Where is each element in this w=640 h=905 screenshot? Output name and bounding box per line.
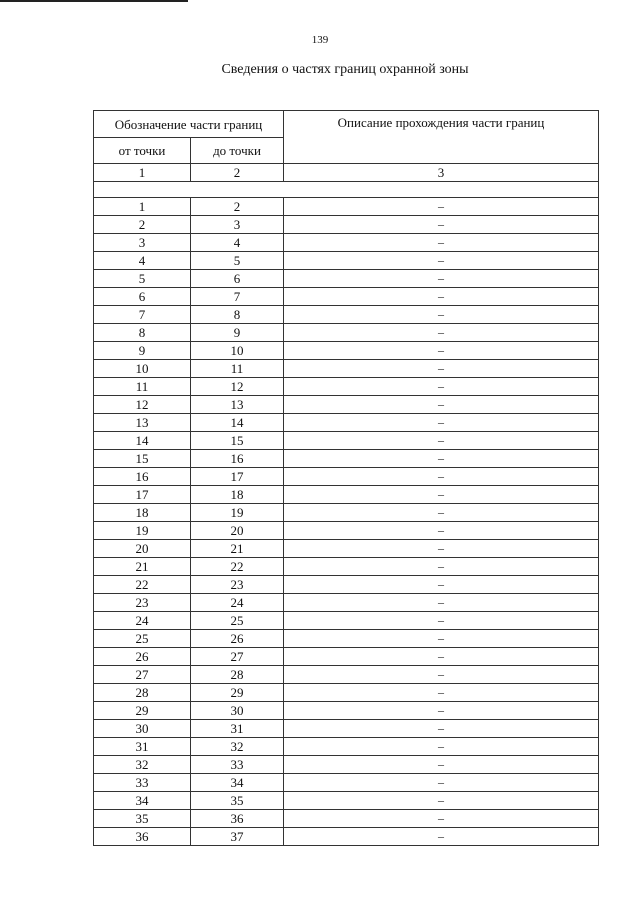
table-row <box>94 414 599 432</box>
from-point-cell: 13 <box>94 414 191 432</box>
to-point-cell: 29 <box>191 684 284 702</box>
from-point-cell: 9 <box>94 342 191 360</box>
to-point-cell: 4 <box>191 234 284 252</box>
table-row <box>94 486 599 504</box>
boundary-parts-table <box>93 110 599 846</box>
to-point-cell: 13 <box>191 396 284 414</box>
description-cell: – <box>284 738 599 756</box>
from-point-cell: 29 <box>94 702 191 720</box>
description-cell: – <box>284 342 599 360</box>
table-row <box>94 468 599 486</box>
table-row <box>94 540 599 558</box>
to-point-cell: 36 <box>191 810 284 828</box>
table-row <box>94 234 599 252</box>
table-row <box>94 198 599 216</box>
table-row <box>94 396 599 414</box>
to-point-cell: 16 <box>191 450 284 468</box>
from-point-cell: 35 <box>94 810 191 828</box>
to-point-cell: 6 <box>191 270 284 288</box>
table-row <box>94 450 599 468</box>
table-row <box>94 216 599 234</box>
table-row <box>94 306 599 324</box>
table-row <box>94 756 599 774</box>
description-cell: – <box>284 558 599 576</box>
description-cell: – <box>284 486 599 504</box>
from-point-cell: 24 <box>94 612 191 630</box>
to-point-cell: 17 <box>191 468 284 486</box>
to-point-cell: 22 <box>191 558 284 576</box>
description-cell: – <box>284 720 599 738</box>
description-cell: – <box>284 288 599 306</box>
description-cell: – <box>284 234 599 252</box>
description-cell: – <box>284 828 599 846</box>
from-point-cell: 11 <box>94 378 191 396</box>
table-row <box>94 378 599 396</box>
table-row <box>94 774 599 792</box>
to-point-cell: 15 <box>191 432 284 450</box>
table-row <box>94 828 599 846</box>
from-point-cell: 30 <box>94 720 191 738</box>
from-point-cell: 2 <box>94 216 191 234</box>
scan-edge-line <box>0 0 188 2</box>
to-point-cell: 7 <box>191 288 284 306</box>
description-cell: – <box>284 684 599 702</box>
table-row <box>94 288 599 306</box>
description-cell: – <box>284 540 599 558</box>
description-cell: – <box>284 702 599 720</box>
from-point-cell: 16 <box>94 468 191 486</box>
document-title: Сведения о частях границ охранной зоны <box>221 62 469 77</box>
from-point-cell: 36 <box>94 828 191 846</box>
from-point-cell: 17 <box>94 486 191 504</box>
table-row <box>94 630 599 648</box>
from-point-cell: 18 <box>94 504 191 522</box>
from-point-cell: 32 <box>94 756 191 774</box>
column-number: 1 <box>94 164 191 182</box>
from-point-cell: 28 <box>94 684 191 702</box>
table-row <box>94 666 599 684</box>
table-row <box>94 558 599 576</box>
table-row <box>94 720 599 738</box>
to-point-cell: 33 <box>191 756 284 774</box>
from-point-cell: 4 <box>94 252 191 270</box>
to-point-cell: 9 <box>191 324 284 342</box>
description-cell: – <box>284 648 599 666</box>
to-point-cell: 28 <box>191 666 284 684</box>
to-point-cell: 19 <box>191 504 284 522</box>
table-row <box>94 522 599 540</box>
to-point-cell: 5 <box>191 252 284 270</box>
from-point-cell: 7 <box>94 306 191 324</box>
table-row <box>94 576 599 594</box>
table-row <box>94 648 599 666</box>
table-row <box>94 702 599 720</box>
to-point-cell: 8 <box>191 306 284 324</box>
page-number: 139 <box>311 34 329 46</box>
empty-cell <box>94 182 599 198</box>
to-point-cell: 12 <box>191 378 284 396</box>
from-point-cell: 3 <box>94 234 191 252</box>
table-row <box>94 594 599 612</box>
description-cell: – <box>284 576 599 594</box>
empty-row <box>94 182 599 198</box>
description-cell: – <box>284 450 599 468</box>
description-cell: – <box>284 666 599 684</box>
to-point-cell: 14 <box>191 414 284 432</box>
description-cell: – <box>284 432 599 450</box>
to-point-cell: 20 <box>191 522 284 540</box>
to-point-cell: 21 <box>191 540 284 558</box>
description-cell: – <box>284 756 599 774</box>
to-point-cell: 3 <box>191 216 284 234</box>
description-cell: – <box>284 378 599 396</box>
from-point-cell: 31 <box>94 738 191 756</box>
to-point-cell: 10 <box>191 342 284 360</box>
from-point-cell: 22 <box>94 576 191 594</box>
description-cell: – <box>284 198 599 216</box>
description-cell: – <box>284 504 599 522</box>
header-boundary-designation: Обозначение части границ <box>94 111 284 138</box>
table-row <box>94 432 599 450</box>
to-point-cell: 2 <box>191 198 284 216</box>
description-cell: – <box>284 324 599 342</box>
column-number: 3 <box>284 164 599 182</box>
from-point-cell: 23 <box>94 594 191 612</box>
from-point-cell: 14 <box>94 432 191 450</box>
from-point-cell: 15 <box>94 450 191 468</box>
from-point-cell: 21 <box>94 558 191 576</box>
description-cell: – <box>284 810 599 828</box>
from-point-cell: 8 <box>94 324 191 342</box>
from-point-cell: 34 <box>94 792 191 810</box>
description-cell: – <box>284 774 599 792</box>
from-point-cell: 1 <box>94 198 191 216</box>
to-point-cell: 11 <box>191 360 284 378</box>
column-numbers-row <box>94 164 599 182</box>
to-point-cell: 30 <box>191 702 284 720</box>
to-point-cell: 37 <box>191 828 284 846</box>
from-point-cell: 10 <box>94 360 191 378</box>
from-point-cell: 20 <box>94 540 191 558</box>
description-cell: – <box>284 396 599 414</box>
from-point-cell: 6 <box>94 288 191 306</box>
description-cell: – <box>284 468 599 486</box>
from-point-cell: 25 <box>94 630 191 648</box>
description-cell: – <box>284 306 599 324</box>
to-point-cell: 18 <box>191 486 284 504</box>
description-cell: – <box>284 630 599 648</box>
description-cell: – <box>284 792 599 810</box>
description-cell: – <box>284 270 599 288</box>
table-header-row <box>94 111 599 138</box>
to-point-cell: 32 <box>191 738 284 756</box>
table-row <box>94 360 599 378</box>
column-number: 2 <box>191 164 284 182</box>
description-cell: – <box>284 252 599 270</box>
description-cell: – <box>284 216 599 234</box>
from-point-cell: 27 <box>94 666 191 684</box>
table-row <box>94 504 599 522</box>
description-cell: – <box>284 522 599 540</box>
description-cell: – <box>284 414 599 432</box>
to-point-cell: 25 <box>191 612 284 630</box>
description-cell: – <box>284 360 599 378</box>
table-row <box>94 612 599 630</box>
from-point-cell: 12 <box>94 396 191 414</box>
table-row <box>94 342 599 360</box>
to-point-cell: 24 <box>191 594 284 612</box>
to-point-cell: 31 <box>191 720 284 738</box>
to-point-cell: 35 <box>191 792 284 810</box>
description-cell: – <box>284 612 599 630</box>
header-from-point: от точки <box>94 138 191 164</box>
table-body <box>94 198 599 846</box>
table-row <box>94 270 599 288</box>
from-point-cell: 5 <box>94 270 191 288</box>
table-row <box>94 810 599 828</box>
description-cell: – <box>284 594 599 612</box>
table-row <box>94 792 599 810</box>
to-point-cell: 26 <box>191 630 284 648</box>
header-boundary-description: Описание прохождения части границ <box>284 111 599 164</box>
from-point-cell: 33 <box>94 774 191 792</box>
header-to-point: до точки <box>191 138 284 164</box>
to-point-cell: 27 <box>191 648 284 666</box>
table-row <box>94 738 599 756</box>
from-point-cell: 19 <box>94 522 191 540</box>
table-row <box>94 324 599 342</box>
table-row <box>94 252 599 270</box>
to-point-cell: 23 <box>191 576 284 594</box>
table-row <box>94 684 599 702</box>
from-point-cell: 26 <box>94 648 191 666</box>
to-point-cell: 34 <box>191 774 284 792</box>
